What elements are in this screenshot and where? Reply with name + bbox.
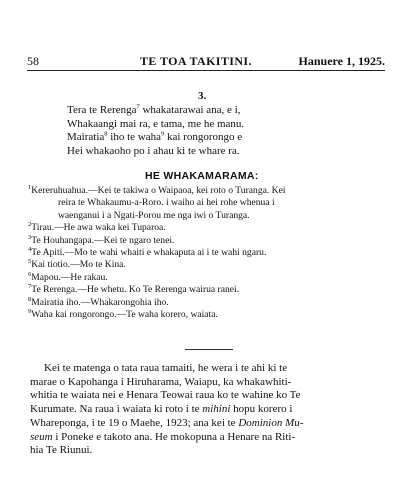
note-item: $^7$Te Rerenga.—He whetu. Ko Te Rerenga wairua ranei.: [28, 283, 240, 296]
verse-block: [67, 104, 244, 158]
verse-line: Hei whakaoho po i ahau ki te whare ra.: [67, 144, 240, 157]
notes-heading: HE WHAKAMARAMA:: [145, 170, 259, 182]
paragraph-line: whitia te waiata nei e Henara Teowai raua ko te wahine ko Te: [30, 389, 301, 402]
paragraph-line: marae o Kapohanga i Hiruharama, Waiapu, ka whakawhiti-: [30, 375, 292, 388]
paragraph-line: Whareponga, i te 19 o Maehe, 1923; ana kei te Dominion Mu-: [30, 416, 304, 429]
issue-date: Hanuere 1, 1925.: [298, 54, 385, 68]
notes-list: [28, 185, 388, 321]
paragraph-line: hia Te Riunui.: [30, 444, 93, 457]
header-rule: [27, 70, 385, 71]
paragraph-line: Kurumate. Na raua i waiata ki roto i te mihini hopu korero i: [30, 403, 293, 416]
page-header: [27, 54, 385, 68]
note-item: $^6$Mapou.—He rakau.: [28, 270, 108, 283]
section-divider: [185, 349, 233, 350]
note-item: $^1$Kereruhuahua.—Kei te takiwa o Waipaoa, kei roto o Turanga. Kei: [28, 183, 286, 196]
publication-title: TE TOA TAKITINI.: [140, 54, 252, 68]
verse-line: Tera te Rerenga$^7$ whakatarawai ana, e i,: [67, 103, 241, 116]
verse-number: 3.: [198, 90, 207, 102]
paragraph-line: seum i Poneke e takoto ana. He mokopuna a Henare na Riti-: [30, 430, 296, 443]
page-number: 58: [27, 54, 39, 68]
note-item: $^9$Waha kai rongorongo.—Te waha korero, waiata.: [28, 307, 218, 321]
verse-line: Mairatia$^8$ iho te waha$^9$ kai rongorongo e: [67, 130, 243, 143]
paragraph-line: Kei te matenga o tata raua tamaiti, he wera i te ahi ki te: [44, 362, 288, 374]
note-item: $^4$Te Apiti.—Mo te wahi whaiti e whakaputa ai i te wahi ngaru.: [28, 245, 267, 259]
verse-line: Whakaangi mai ra, e tama, me he manu.: [67, 117, 245, 130]
note-item: $^8$Mairatia iho.—Whakarongohia iho.: [28, 295, 169, 308]
note-item: $^2$Tirau.—He awa waka kei Tuparoa.: [28, 221, 166, 234]
note-item-continued: waenganui i a Ngati-Porou me nga iwi o Turanga.: [58, 209, 250, 221]
closing-paragraph: [30, 362, 388, 458]
note-item: $^5$Kai tiotio.—Mo te Kina.: [28, 258, 126, 271]
note-item-continued: reira te Whakaumu-a-Roro. i waiho ai hei rohe whenua i: [58, 197, 275, 209]
note-item: $^3$Te Houhangapa.—Kei te ngaro tenei.: [28, 233, 175, 246]
